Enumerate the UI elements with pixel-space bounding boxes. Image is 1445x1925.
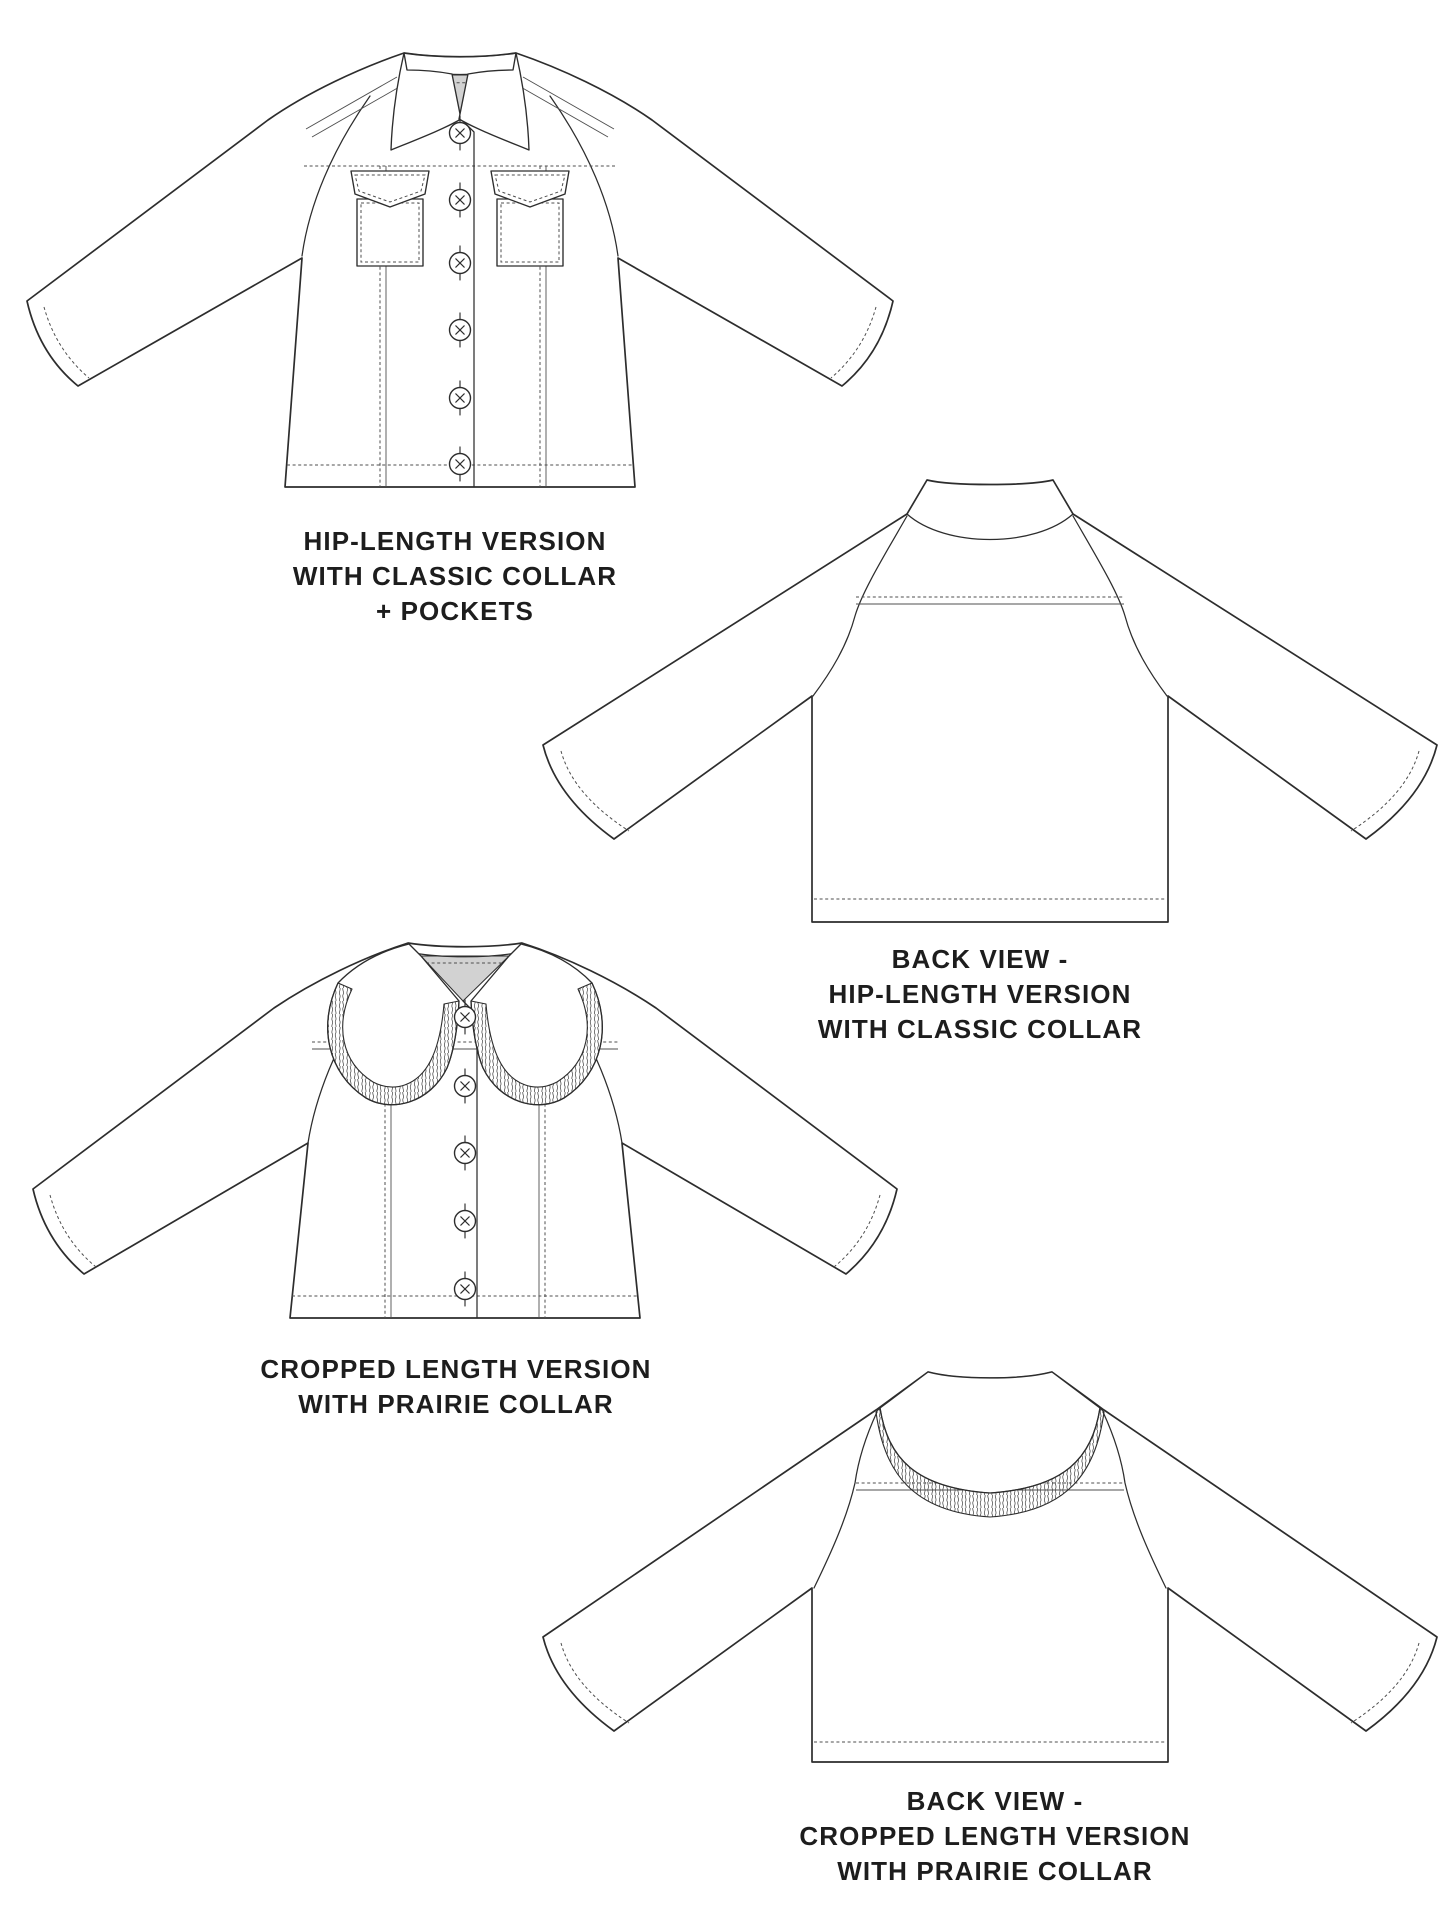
- caption-line: BACK VIEW -: [891, 944, 1069, 974]
- body-outline: [543, 480, 1437, 922]
- caption-line: CROPPED LENGTH VERSION: [260, 1354, 652, 1384]
- pocket-right-patch: [497, 199, 563, 266]
- caption-line: WITH CLASSIC COLLAR: [817, 1014, 1143, 1044]
- caption-line: CROPPED LENGTH VERSION: [799, 1821, 1191, 1851]
- caption-line: WITH CLASSIC COLLAR: [292, 561, 618, 591]
- pocket-left-patch: [357, 199, 423, 266]
- caption-line: BACK VIEW -: [906, 1786, 1084, 1816]
- technical-flat-back-cropped: [530, 1360, 1445, 1775]
- garment-body: [543, 480, 1437, 922]
- caption-back-cropped: [690, 1784, 1300, 1889]
- caption-line: WITH PRAIRIE COLLAR: [837, 1856, 1153, 1886]
- caption-line: HIP-LENGTH VERSION: [303, 526, 607, 556]
- caption-line: HIP-LENGTH VERSION: [828, 979, 1132, 1009]
- technical-flat-front-cropped: [20, 930, 905, 1330]
- caption-line: + POCKETS: [376, 596, 534, 626]
- technical-flat-front-hip-length: [15, 40, 910, 500]
- caption-line: WITH PRAIRIE COLLAR: [298, 1389, 614, 1419]
- technical-flat-back-hip-length: [530, 465, 1445, 935]
